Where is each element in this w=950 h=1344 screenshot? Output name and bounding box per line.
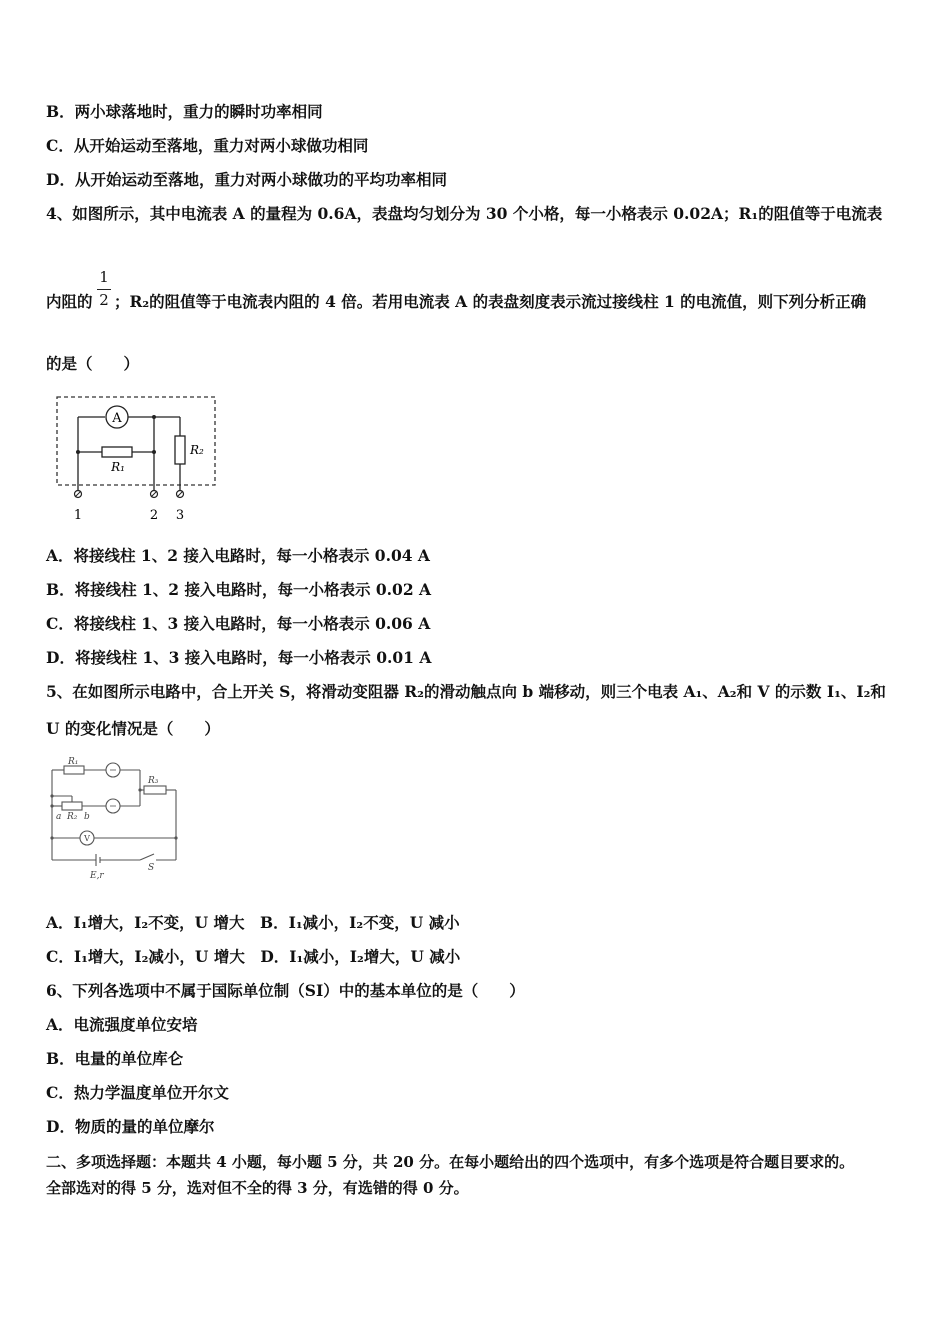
- voltmeter-label: V: [84, 834, 90, 843]
- prev-option-c: C．从开始运动至落地，重力对两小球做功相同: [46, 136, 369, 155]
- q4-fraction-bar: [97, 289, 111, 290]
- q5-b-label: b: [84, 812, 90, 822]
- q4-option-b: B．将接线柱 1、2 接入电路时，每一小格表示 0.02 A: [46, 580, 432, 599]
- q4-option-a: A．将接线柱 1、2 接入电路时，每一小格表示 0.04 A: [46, 546, 430, 565]
- q6-option-c: C．热力学温度单位开尔文: [46, 1083, 229, 1102]
- q4-option-c: C．将接线柱 1、3 接入电路时，每一小格表示 0.06 A: [46, 614, 431, 633]
- q4-circuit-figure: [50, 390, 225, 525]
- q5-options-row2: C．I₁增大，I₂减小，U 增大 D．I₁减小，I₂增大，U 减小: [46, 947, 461, 966]
- q5-stem-line1: 5、在如图所示电路中，合上开关 S，将滑动变阻器 R₂的滑动触点向 b 端移动，则三个电表 A₁、A₂和 V 的示数 I₁、I₂和: [46, 682, 886, 701]
- dashed-boundary: [57, 397, 215, 485]
- q6-stem: 6、下列各选项中不属于国际单位制（SI）中的基本单位的是（ ）: [46, 981, 525, 1000]
- q5-r2-label: R₂: [67, 812, 78, 822]
- q5-stem-line2: U 的变化情况是（ ）: [46, 719, 220, 738]
- q5-switch-label: S: [148, 863, 155, 873]
- prev-option-b: B．两小球落地时，重力的瞬时功率相同: [46, 102, 323, 121]
- q5-r3-label: R₃: [148, 776, 159, 786]
- terminal-1-label: 1: [73, 508, 83, 523]
- prev-option-d: D．从开始运动至落地，重力对两小球做功的平均功率相同: [46, 170, 447, 189]
- q5-circuit-figure: [44, 752, 189, 887]
- q4-option-d: D．将接线柱 1、3 接入电路时，每一小格表示 0.01 A: [46, 648, 432, 667]
- q5-options-row1: A．I₁增大，I₂不变，U 增大 B．I₁减小，I₂不变，U 减小: [46, 913, 460, 932]
- r2-label: R₂: [190, 443, 204, 457]
- terminal-3-label: 3: [175, 508, 185, 523]
- q4-stem-line2: ；R₂的阻值等于电流表内阻的 4 倍。若用电流表 A 的表盘刻度表示流过接线柱 1 的电流值，则下列分析正确: [114, 292, 867, 311]
- resistor-r2-icon: [175, 436, 185, 464]
- section2-heading-line1: 二、多项选择题：本题共 4 小题，每小题 5 分，共 20 分。在每小题给出的四个选项中，有多个选项是符合题目要求的。: [46, 1153, 855, 1171]
- q5-r1-label: R₁: [68, 757, 79, 767]
- q4-stem-line1: 4、如图所示，其中电流表 A 的量程为 0.6A，表盘均匀划分为 30 个小格，每一小格表示 0.02A；R₁的阻值等于电流表: [46, 204, 883, 223]
- q4-stem-line3: 的是（ ）: [46, 354, 140, 373]
- q4-fraction-numerator: 1: [99, 268, 109, 286]
- q4-fraction-denominator: 2: [99, 291, 109, 309]
- q4-stem-line2-prefix: 内阻的: [46, 292, 93, 311]
- resistor-r1-icon: [102, 447, 132, 457]
- r1-label: R₁: [111, 460, 125, 474]
- q6-option-d: D．物质的量的单位摩尔: [46, 1117, 215, 1136]
- section2-heading-line2: 全部选对的得 5 分，选对但不全的得 3 分，有选错的得 0 分。: [46, 1179, 469, 1197]
- ammeter-label: A: [112, 411, 122, 426]
- q6-option-b: B．电量的单位库仑: [46, 1049, 184, 1068]
- q5-a-label: a: [56, 812, 62, 822]
- q5-source-label: E,r: [90, 871, 104, 881]
- q6-option-a: A．电流强度单位安培: [46, 1015, 198, 1034]
- terminal-2-label: 2: [149, 508, 159, 523]
